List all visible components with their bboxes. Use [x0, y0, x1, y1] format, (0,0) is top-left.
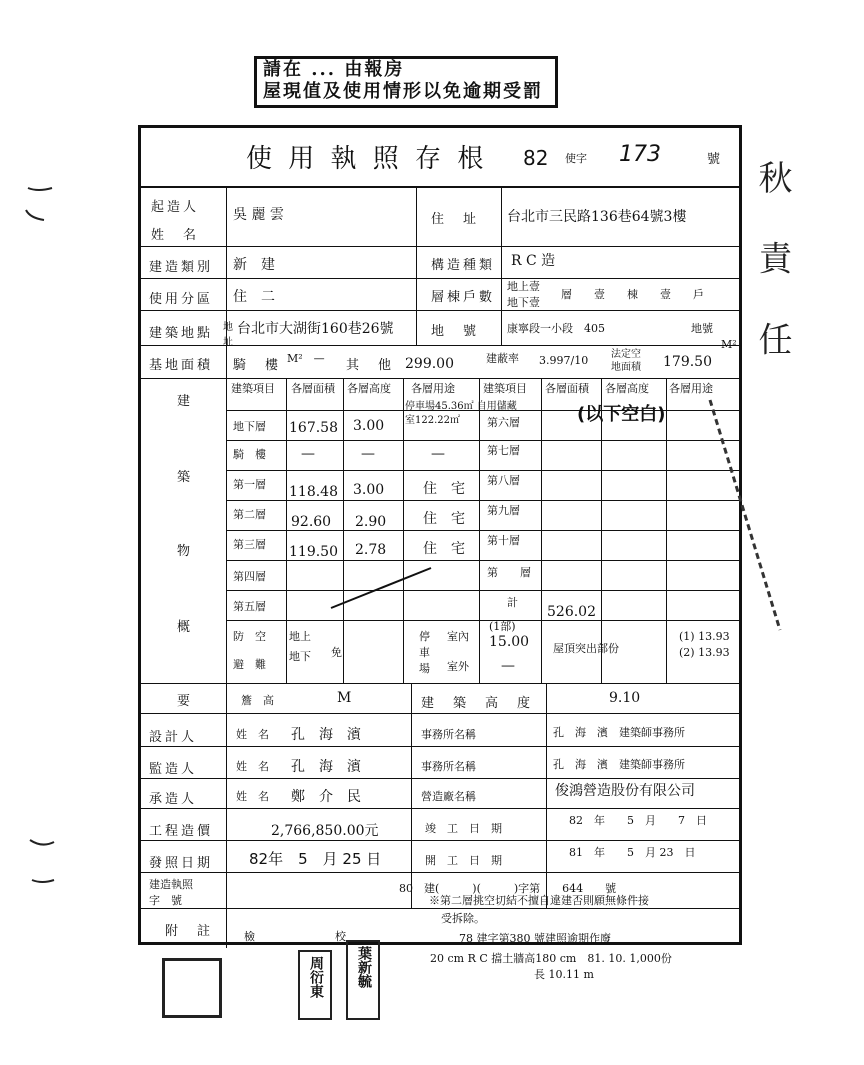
office-name-2: 孔 海 濱 建築師事務所: [553, 758, 685, 771]
contractor-name-label: 姓 名: [236, 790, 269, 803]
floor-name-nf: 第 層: [487, 566, 531, 579]
floor-area-b1: 167.58: [289, 420, 338, 436]
floor-area-3f: 119.50: [289, 544, 338, 560]
building-height-label: 建 築 高 度: [421, 696, 534, 711]
office-label-1: 事務所名稱: [421, 728, 476, 741]
zone: 住 二: [233, 289, 275, 305]
eave-label: 簷 高: [241, 694, 274, 707]
floor-height-3f: 2.78: [355, 542, 387, 558]
note-1: ※第二層挑空切結不擅自違建否則願無條件接: [429, 894, 649, 907]
floor-use-1f: 住 宅: [423, 481, 465, 497]
base-area-label: 基地面積: [149, 358, 214, 373]
floor-name-5f: 第五層: [233, 600, 266, 613]
floor-name-4f: 第四層: [233, 570, 266, 583]
parking-out-value: —: [501, 658, 515, 674]
start-date: 81 年 5 月 23 日: [569, 846, 696, 859]
roof-label: 屋頂突出部份: [553, 642, 619, 655]
open-area-label2: 地面積: [611, 362, 641, 373]
roof-2: (2) 13.93: [679, 646, 730, 659]
build-type-label: 建造類別: [149, 260, 214, 275]
firm-label: 營造廠名稱: [421, 790, 476, 803]
building-height: 9.10: [609, 690, 641, 706]
supervisor-name-label: 姓 名: [236, 760, 269, 773]
floor-height-1f: 3.00: [353, 482, 385, 498]
designer-name: 孔 海 濱: [291, 727, 361, 743]
strike-mark: [321, 528, 441, 618]
personal-seal-1-text: 周衍東: [308, 956, 324, 998]
personal-seal-1: [298, 950, 332, 1020]
permit-suffix: 號: [707, 152, 724, 167]
permit-year: 82: [523, 146, 549, 170]
coverage-label: 建蔽率: [486, 352, 519, 365]
col-header-2: 各層面積: [291, 382, 335, 395]
open-area-label1: 法定空: [611, 349, 641, 360]
reminder-stamp: [254, 56, 558, 108]
applicant-label: 起造人: [151, 200, 200, 215]
designer-label: 設計人: [149, 730, 198, 745]
firm-name: 俊鴻營造股份有限公司: [555, 783, 695, 799]
shelter-below: 地下: [289, 650, 311, 663]
open-area-unit: M²: [721, 338, 737, 351]
reminder-line2: 屋現值及使用情形以免逾期受罰: [263, 81, 543, 102]
col-header-7: 各層高度: [605, 382, 649, 395]
floor-name-7f: 第七層: [487, 444, 520, 457]
open-area-value: 179.50: [663, 354, 712, 370]
note-3: 78 建字第380 號建照逾期作廢: [459, 932, 611, 945]
floor-height-b1: 3.00: [353, 418, 385, 434]
below-blank-note: (以下空白): [577, 404, 666, 425]
lot-number: 康寧段一小段 405: [507, 322, 605, 335]
permit-number: 173: [619, 142, 661, 167]
site-sub-label: 地址: [223, 322, 233, 348]
diagonal-strike: [700, 380, 790, 640]
applicant-name: 吳 麗 雲: [233, 207, 284, 223]
floor-use-3f: 住 宅: [423, 541, 465, 557]
official-seal-square: [162, 958, 222, 1018]
arcade-value: M² —: [287, 352, 325, 365]
shelter-label1: 防 空: [233, 630, 266, 643]
proofread-label: 校: [335, 930, 346, 943]
footer-line-2: 長 10.11 m: [534, 968, 594, 981]
side-label-1: 建: [177, 394, 194, 409]
floor-name-1f: 第一層: [233, 478, 266, 491]
side-label-4: 概: [177, 620, 194, 635]
designer-name-label: 姓 名: [236, 728, 269, 741]
floors-above: 地上壹: [507, 280, 540, 293]
note-2: 受拆除。: [441, 912, 485, 925]
floor-name-2f: 第二層: [233, 508, 266, 521]
floor-name-3f: 第三層: [233, 538, 266, 551]
floors-below: 地下壹: [507, 296, 540, 309]
coverage-value: 3.997/10: [539, 354, 589, 367]
completion-label: 竣 工 日 期: [425, 822, 502, 835]
applicant-name-label: 姓 名: [151, 228, 200, 243]
supervisor-label: 監造人: [149, 762, 198, 777]
check-label: 檢: [244, 930, 255, 943]
floor-area-arcade: —: [301, 446, 315, 462]
col-header-8: 各層用途: [669, 382, 713, 395]
floor-name-10f: 第十層: [487, 534, 520, 547]
floor-use-arcade: —: [431, 446, 445, 462]
shelter-label2: 避 難: [233, 658, 266, 671]
arcade-label: 騎 樓: [233, 358, 282, 373]
floor-name-arcade: 騎 樓: [233, 448, 266, 461]
floor-area-1f: 118.48: [289, 484, 338, 500]
eave-value: M: [337, 690, 352, 706]
supervisor-name: 孔 海 濱: [291, 759, 361, 775]
completion-date: 82 年 5 月 7 日: [569, 814, 707, 827]
reminder-line1: 請在 ... 由報房: [263, 59, 405, 80]
floor-name-9f: 第九層: [487, 504, 520, 517]
footer-line-1: 20 cm R C 擋土牆高180 cm 81. 10. 1,000份: [430, 952, 672, 965]
floor-area-2f: 92.60: [291, 514, 332, 530]
col-header-6: 各層面積: [545, 382, 589, 395]
side-label-3: 物: [177, 544, 194, 559]
structure: R C 造: [511, 253, 556, 269]
floors-values: 層 壹 棟 壹 戶: [561, 288, 704, 301]
issue-date: 82年 5 月 25 日: [249, 850, 382, 868]
floor-name-8f: 第八層: [487, 474, 520, 487]
cost-value: 2,766,850.00元: [271, 823, 379, 839]
col-header-1: 建築項目: [231, 382, 275, 395]
floor-name-b1: 地下層: [233, 420, 266, 433]
shelter-value: 免: [331, 646, 342, 659]
side-label-5: 要: [177, 694, 194, 709]
shelter-above: 地上: [289, 630, 311, 643]
parking-out-label: 室外: [447, 660, 469, 673]
applicant-address: 台北市三民路136巷64號3樓: [507, 209, 687, 225]
notes-label: 附 註: [165, 924, 214, 939]
permit-ref-label2: 字 號: [149, 894, 182, 907]
contractor-label: 承造人: [149, 792, 198, 807]
office-label-2: 事務所名稱: [421, 760, 476, 773]
parking-in-count: (1部): [489, 620, 516, 633]
other-label: 其 他: [346, 358, 395, 373]
personal-seal-2-text: 葉新毓: [356, 946, 372, 988]
total-area: 526.02: [547, 604, 596, 620]
col-header-3: 各層高度: [347, 382, 391, 395]
issue-label: 發照日期: [149, 856, 214, 871]
roof-1: (1) 13.93: [679, 630, 730, 643]
floor-use-2f: 住 宅: [423, 511, 465, 527]
col-header-4: 各層用途: [411, 382, 455, 395]
parking-in-value: 15.00: [489, 634, 530, 650]
permit-ref: 80 建( )( )字第 644 號: [399, 882, 617, 895]
site-label: 建築地點: [149, 326, 214, 341]
address-label: 住 址: [431, 212, 480, 227]
zone-label: 使用分區: [149, 292, 214, 307]
binding-marks: [20, 180, 60, 900]
lot-label: 地 號: [431, 324, 480, 339]
office-name-1: 孔 海 濱 建築師事務所: [553, 726, 685, 739]
build-type: 新 建: [233, 257, 275, 273]
floor-name-6f: 第六層: [487, 416, 520, 429]
permit-form: [138, 125, 742, 945]
permit-prefix: 使字: [565, 152, 587, 165]
floor-height-arcade: —: [361, 446, 375, 462]
floor-use-b1: 停車場45.36㎡ 自用儲藏室122.22㎡: [405, 401, 517, 426]
parking-label: 停車場: [419, 630, 430, 675]
personal-seal-2: [346, 940, 380, 1020]
floors-label: 層棟戶數: [431, 290, 496, 305]
form-title: 使 用 執 照 存 根: [246, 144, 488, 174]
start-label: 開 工 日 期: [425, 854, 502, 867]
cost-label: 工程造價: [149, 824, 214, 839]
total-label: 計: [507, 596, 518, 609]
margin-handwriting: 秋 責 任: [752, 160, 792, 374]
contractor-name: 鄭 介 民: [291, 789, 361, 805]
floor-height-2f: 2.90: [355, 514, 387, 530]
other-value: 299.00: [405, 356, 454, 372]
side-label-2: 築: [177, 470, 194, 485]
parking-in-label: 室內: [447, 630, 469, 643]
site-address: 台北市大湖街160巷26號: [237, 321, 394, 337]
lot-suffix: 地號: [691, 322, 713, 335]
structure-label: 構造種類: [431, 258, 496, 273]
permit-ref-label1: 建造執照: [149, 878, 193, 891]
col-header-5: 建築項目: [483, 382, 527, 395]
